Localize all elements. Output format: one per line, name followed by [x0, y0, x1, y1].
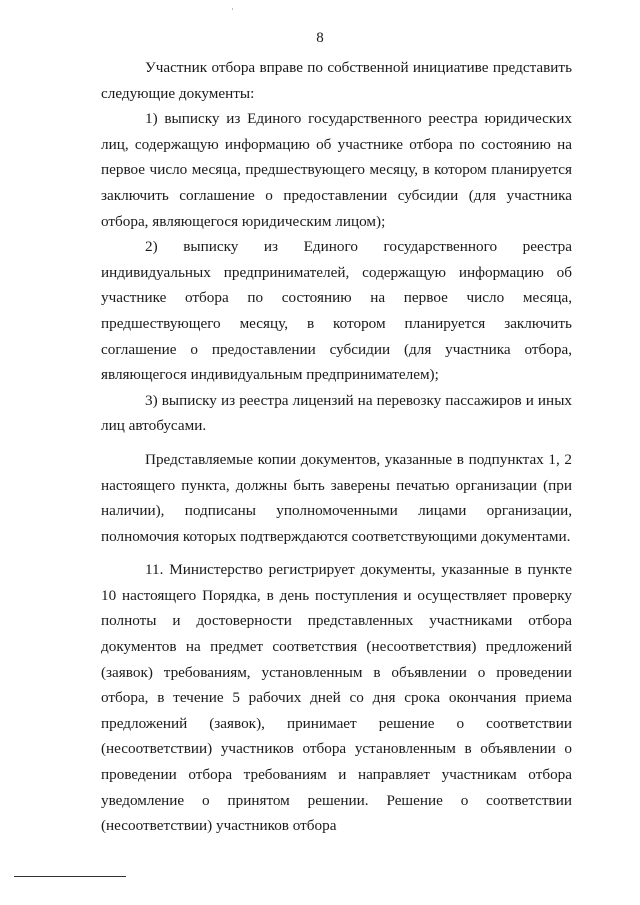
- paragraph-copies: Представляемые копии документов, указанные в подпунктах 1, 2 настоящего пункта, должны быть заверены печатью организации (при наличии), подписаны уполномоченными лицами организации, полномочия которых подтверждаются соответствующими документами.: [101, 450, 572, 545]
- paragraph-section-11: 11. Министерство регистрирует документы, указанные в пункте 10 настоящего Порядка, в день поступления и осуществляет проверку полноты и достоверности представленных участниками отбора документов на предмет соответствия (несоответствия) предложений (заявок) требованиям, установленным в объявлении о проведении отбора, в течение 5 рабочих дней со дня срока окончания приема предложений (заявок), принимает решение о соответствии (несоответствии) участников отбора установленным в объявлении о проведении отбора требованиям и направляет участникам отбора уведомление о принятом решении. Решение о соответствии (несоответствии) участников отбора: [101, 561, 572, 835]
- paragraph-intro: Участник отбора вправе по собственной инициативе представить следующие документы:: [101, 59, 572, 102]
- paragraph-item-1: 1) выписку из Единого государственного реестра юридических лиц, содержащую информацию об участнике отбора по состоянию на первое число месяца, предшествующего месяцу, в котором планируется заключить соглашение о предоставлении субсидии (для участника отбора, являющегося юридическим лицом);: [101, 110, 572, 230]
- page-number: 8: [316, 30, 324, 46]
- paragraph-item-2: 2) выписку из Единого государственного реестра индивидуальных предпринимателей, содержащую информацию об участнике отбора по состоянию на первое число месяца, предшествующего месяцу, в котором планируется заключить соглашение о предоставлении субсидии (для участника отбора, являющегося индивидуальным предпринимателем);: [101, 238, 572, 384]
- scan-mark: [232, 8, 233, 10]
- paragraph-item-3: 3) выписку из реестра лицензий на перевозку пассажиров и иных лиц автобусами.: [101, 391, 572, 435]
- footnote-divider: [14, 876, 126, 877]
- document-body: [101, 55, 572, 839]
